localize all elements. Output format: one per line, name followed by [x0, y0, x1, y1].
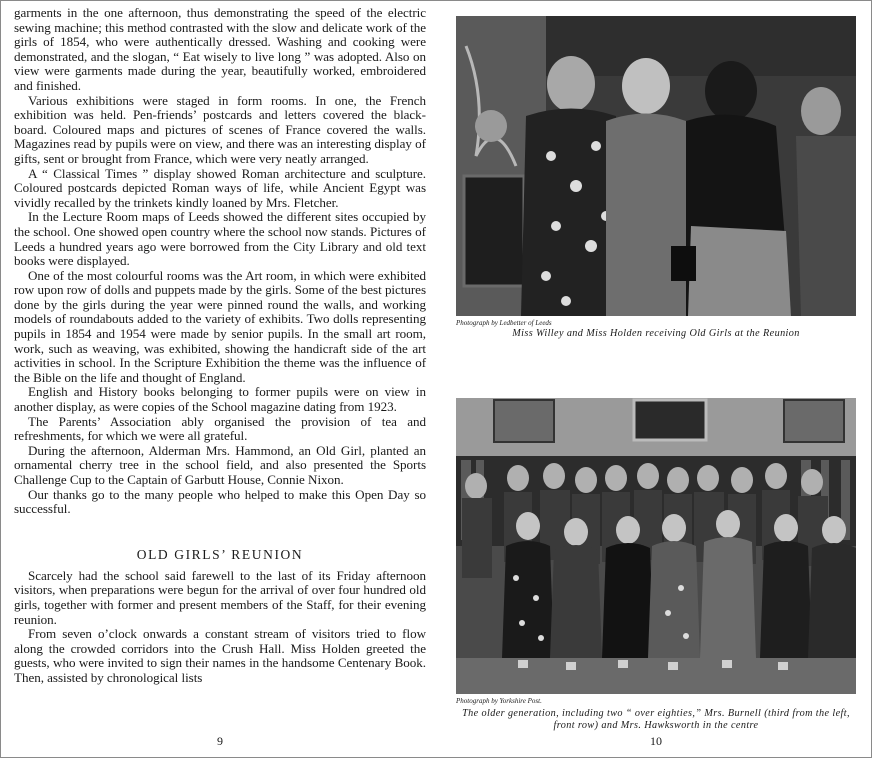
paragraph: From seven o’clock onwards a constant stream of visitors tried to flow along the crowded corridors into the Crush Hall. Miss Holden greeted the guests, who were invited to sign their names in the handsome Centenary Book. Then, assisted by chronological lists [14, 626, 426, 685]
right-page [446, 6, 866, 751]
paragraph: In the Lecture Room maps of Leeds showed the different sites occupied by the school. One showed open country where the school now stands. Pictures of Leeds a hundred years ago were borrowed from the City Library and old text books were displayed. [14, 209, 426, 269]
paragraph: Scarcely had the school said farewell to the last of its Friday afternoon visitors, when preparations were begun for the arrival of over four hundred old girls, together with former and present members of the Staff, for their evening reunion. [14, 567, 426, 627]
paragraph: English and History books belonging to former pupils were on view in another display, as were copies of the School magazine dating from 1923. [14, 384, 426, 415]
paragraph: garments in the one afternoon, thus demonstrating the speed of the electric sewing machine; this method contrasted with the slow and delicate work of the girls of 1854, who were authentically dressed. Washing and cooking were demonstrated, and the slogan, “ Eat wisely to live long ” was adopted. Also on view were garments made during the year, beautifully worked, embroidered and finished. [14, 5, 426, 93]
photo-credit: Photograph by Ledbetter of Leeds [456, 319, 552, 327]
paragraph: During the afternoon, Alderman Mrs. Hammond, an Old Girl, planted an ornamental cherry tree in the school field, and also presented the Sports Challenge Cup to the Captain of Garbutt House, Connie Nixon. [14, 442, 426, 487]
page-number-right: 10 [650, 734, 662, 748]
section-heading: OLD GIRLS’ REUNION [136, 546, 304, 562]
photo-caption: Miss Willey and Miss Holden receiving Old Girls at the Reunion [512, 328, 800, 339]
photo-group [456, 398, 856, 694]
left-page [14, 6, 426, 751]
photo-caption: The older generation, including two “ over eighties,” Mrs. Burnell (third from the left, front row) and Mrs. Hawksworth in the centre [462, 708, 850, 731]
paragraph: A “ Classical Times ” display showed Roman architecture and sculpture. Coloured postcards depicted Roman ways of life, while Ancient Egypt was vividly recalled by the trinkets kindly loaned by Mrs. Fletcher. [14, 165, 426, 210]
page-number-left: 9 [217, 734, 223, 748]
left-text-top [14, 6, 426, 517]
paragraph: One of the most colourful rooms was the Art room, in which were exhibited row upon row of dolls and puppets made by the girls. Some of the best pictures done by the girls during the year were pinned round the walls, and working models of roundabouts added to the variety of exhibits. Two dolls representing pupils in 1854 and 1954 were made by senior pupils. In the small art room, work, such as weaving, was exhibited, showing the handicraft side of the art activities in school. In the Scripture Exhibition the theme was the influence of the Bible on the life and thought of England. [14, 267, 426, 385]
paragraph: Various exhibitions were staged in form rooms. In one, the French exhibition was held. Pen-friends’ postcards and letters covered the black-board. Coloured maps and pictures of scenes of France covered the walls. Magazines read by pupils were on view, and there was an interesting display of gifts, sent or brought from France, which were very neatly arranged. [14, 92, 426, 166]
left-text-bottom [14, 569, 426, 686]
paragraph: Our thanks go to the many people who helped to make this Open Day so successful. [14, 486, 426, 517]
reception-photo-image [456, 16, 856, 316]
paragraph: The Parents’ Association ably organised the provision of tea and refreshments, for which we were all grateful. [14, 413, 426, 444]
group-photo-image [456, 398, 856, 694]
photo-reception [456, 16, 856, 316]
photo-credit: Photograph by Yorkshire Post. [456, 697, 542, 705]
